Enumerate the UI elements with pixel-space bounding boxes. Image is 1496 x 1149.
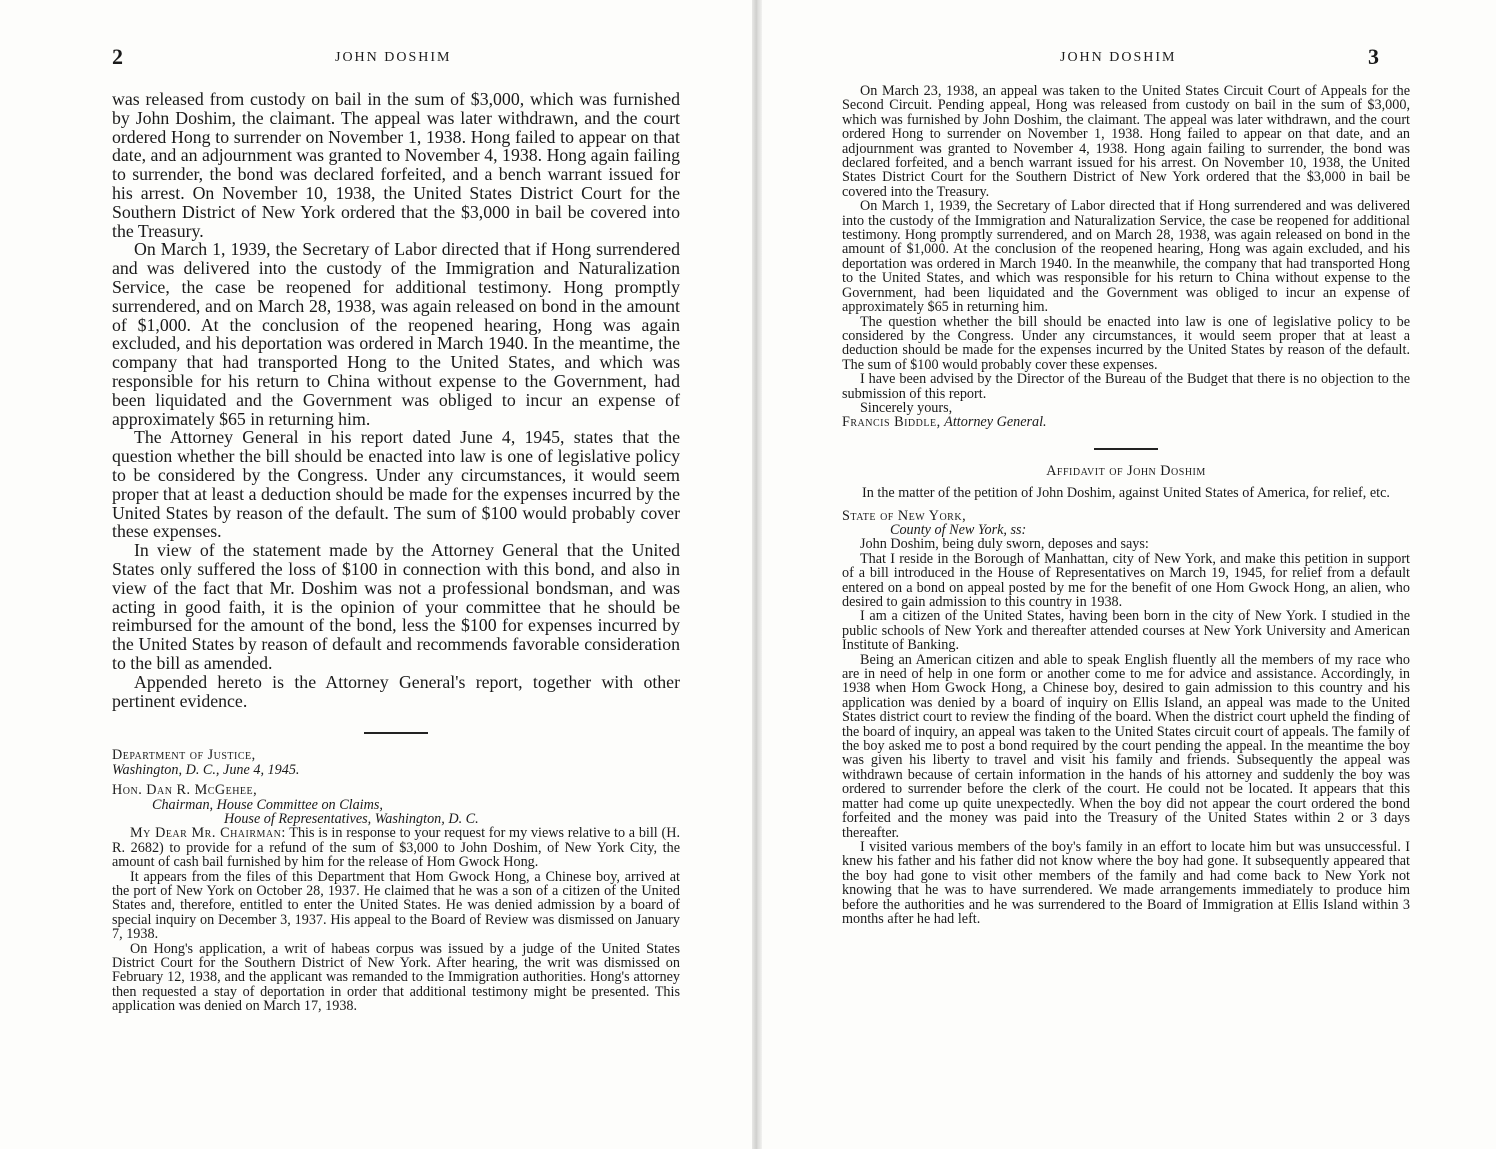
affidavit-paragraph: Being an American citizen and able to speak English fluently all the members of my race who are in need of help in one form or another come to me for advice and assistance. Accordingly, in 1938 when Hom Gwock Hong, a Chinese boy, desired to gain admission to this country and his application was denied by a board of inquiry on Ellis Island, an appeal was made to the United States district court to review the finding of the board. When the district court upheld the finding of the board of inquiry, an appeal was taken to the United States circuit court of appeals. The family of the boy asked me to post a bond required by the court pending the appeal. In the meantime the boy was given his liberty to travel and visit his family and friends. Subsequently the appeal was withdrawn because of certain information in the hands of his attorney and suddenly the boy was ordered to surrender before the clerk of the court. He could not be located. It appears that this matter had come up quite unexpectedly. When the boy did not appear the court ordered the bond forfeited and the money was paid into the Treasury of the United States within 2 or 3 days thereafter. [842,651,1410,841]
right-page-body [842,84,1410,926]
affidavit-matter: In the matter of the petition of John Doshim, against United States of America, for relief, etc. [862,485,1390,502]
affidavit-county: County of New York, ss: [890,521,1027,538]
letter-paragraph: The question whether the bill should be enacted into law is one of legislative policy to be considered by the Congress. Under any circumstances, it would seem proper that at least a deduction should be made for the expenses incurred by the United States by reason of the default. The sum of $100 would probably cover these expenses. [842,313,1410,373]
salutation: My Dear Mr. Chairman: [130,825,286,842]
running-head: JOHN DOSHIM [1060,50,1177,65]
report-text [112,90,680,710]
department-line: Department of Justice, [112,747,256,764]
signature-name: Francis Biddle, [842,414,941,431]
attorney-general-letter [112,748,680,1013]
letter-paragraph: On Hong's application, a writ of habeas corpus was issued by a judge of the United States District Court for the Southern District of New York. After hearing, the writ was dismissed on February 12, 1938, and the applicant was remanded to the Immigration authorities. Hong's attorney then requested a stay of deportation in order that additional testimony might be presented. This application was denied on March 17, 1938. [112,940,680,1015]
paragraph: The Attorney General in his report dated June 4, 1945, states that the question whether the bill should be enacted into law is one of legislative policy to be considered by the Congress. Under any circumstances, it would seem proper that at least a deduction should be made for the expenses incurred by the United States by reason of the default. The sum of $100 would probably cover these expenses. [112,427,680,542]
affidavit-paragraph: I am a citizen of the United States, having been born in the city of New York. I studied in the public schools of New York and thereafter attended courses at New York University and American Institute of Banking. [842,608,1410,654]
paragraph: On March 1, 1939, the Secretary of Labor directed that if Hong surrendered and was delivered into the custody of the Immigration and Naturalization Service, the case be reopened for additional testimony. Hong promptly surrendered, and on March 28, 1938, was again released on bond in the amount of $1,000. At the conclusion of the reopened hearing, Hong was again excluded, and his deportation was ordered in March 1940. In the meantime, the company that had transported Hong to the United States, and which was responsible for his return to China without expense to the Government, had been liquidated and the Government was obliged to incur an expense of approximately $65 in returning him. [112,239,680,429]
signature [842,415,1410,429]
addressee-org: House of Representatives, Washington, D. C. [224,810,479,827]
affidavit-heading: Affidavit of John Doshim [1046,462,1206,479]
letter-opening [112,826,680,869]
affidavit-paragraph: That I reside in the Borough of Manhattan, city of New York, and make this petition in support of a bill introduced in the House of Representatives on March 19, 1945, for relief from a default entered on a bond on appeal posted by me for the benefit of one Hom Gwock Hong, an alien, who desired to gain admission to this country in 1938. [842,550,1410,610]
paragraph: In view of the statement made by the Attorney General that the United States only suffered the loss of $100 in connection with this bond, and also in view of the fact that Mr. Doshim was not a professional bondsman, and was acting in good faith, it is the opinion of your committee that he should be reimbursed for the amount of the bond, less the $100 for expenses incurred by the United States by reason of default and recommends favorable consideration to the bill as amended. [112,540,680,673]
page-number: 2 [112,44,123,69]
left-page-header [0,44,752,74]
right-page [762,0,1496,1149]
addressee-title: Chairman, House Committee on Claims, [152,796,383,813]
opening-text: This is in response to your request for my views relative to a bill (H. R. 2682) to provide for a refund of the sum of $3,000 to John Doshim, of New York City, the amount of cash bail furnished by him for the release of Hom Gwock Hong. [112,825,680,871]
letter-paragraph: It appears from the files of this Department that Hom Gwock Hong, a Chinese boy, arrived at the port of New York on October 28, 1937. He claimed that he was a son of a citizen of the United States and, therefore, entitled to enter the United States. He was denied admission by a board of special inquiry on December 3, 1937. His appeal to the Board of Review was dismissed on January 7, 1938. [112,868,680,943]
letter-paragraph: On March 1, 1939, the Secretary of Labor directed that if Hong surrendered and was delivered into the custody of the Immigration and Naturalization Service, the case be reopened for additional testimony. Hong promptly surrendered, and on March 28, 1938, was again released on bond in the amount of $1,000. At the conclusion of the reopened hearing, Hong was again excluded, and his deportation was ordered in March 1940. In the meanwhile, the company that had transported Hong to the United States, and which was responsible for his return to China without expense to the Government, had been liquidated and the Government was obliged to incur an expense of approximately $65 in returning him. [842,198,1410,316]
book-gutter [752,0,762,1149]
closing: Sincerely yours, [860,399,953,416]
running-head: JOHN DOSHIM [335,50,452,65]
affidavit-state: State of New York, [842,507,967,524]
left-page-body [112,90,680,1014]
signature-title: Attorney General. [944,414,1047,431]
letter-paragraph: I have been advised by the Director of the Bureau of the Budget that there is no objection to the submission of this report. [842,371,1410,402]
paragraph: was released from custody on bail in the sum of $3,000, which was furnished by John Doshim, the claimant. The appeal was later withdrawn, and the court ordered Hong to surrender on November 1, 1938. Hong failed to appear on that date, and an adjournment was granted to November 4, 1938. Hong again failing to surrender, the bond was declared forfeited, and a bench warrant issued for his arrest. On November 10, 1938, the United States District Court for the Southern District of New York ordered that the $3,000 in bail be covered into the Treasury. [112,89,680,241]
letter-date: Washington, D. C., June 4, 1945. [112,761,300,778]
affidavit-sworn: John Doshim, being duly sworn, deposes and says: [860,536,1149,553]
paragraph: Appended hereto is the Attorney General's report, together with other pertinent evidence. [112,671,680,711]
right-page-header [762,44,1496,74]
letter-paragraph: On March 23, 1938, an appeal was taken to the United States Circuit Court of Appeals for the Second Circuit. Pending appeal, Hong was released from custody on bail in the sum of $3,000, which was furnished by John Doshim, the claimant. The appeal was later withdrawn, and the court ordered Hong to surrender on November 1, 1938. Hong failed to appear on that date, and an adjournment was granted to November 4, 1938. Hong again failing to surrender, the bond was declared forfeited, and a bench warrant issued for his arrest. On November 10, 1938, the United States District Court for the Southern District of New York ordered that the $3,000 in bail be covered into the Treasury. [842,83,1410,200]
page-number: 3 [1368,44,1379,69]
affidavit-paragraph: I visited various members of the boy's family in an effort to locate him but was unsuccessful. I knew his father and his father did not know where the boy had gone. It subsequently appeared that the boy had gone to visit other members of the family and had come back to New York not knowing that he was to have surrendered. We made arrangements immediately to produce him before the authorities and he was surrendered to the Board of Immigration at Ellis Island within 3 months after he had left. [842,838,1410,927]
addressee-name: Hon. Dan R. McGehee, [112,782,258,799]
